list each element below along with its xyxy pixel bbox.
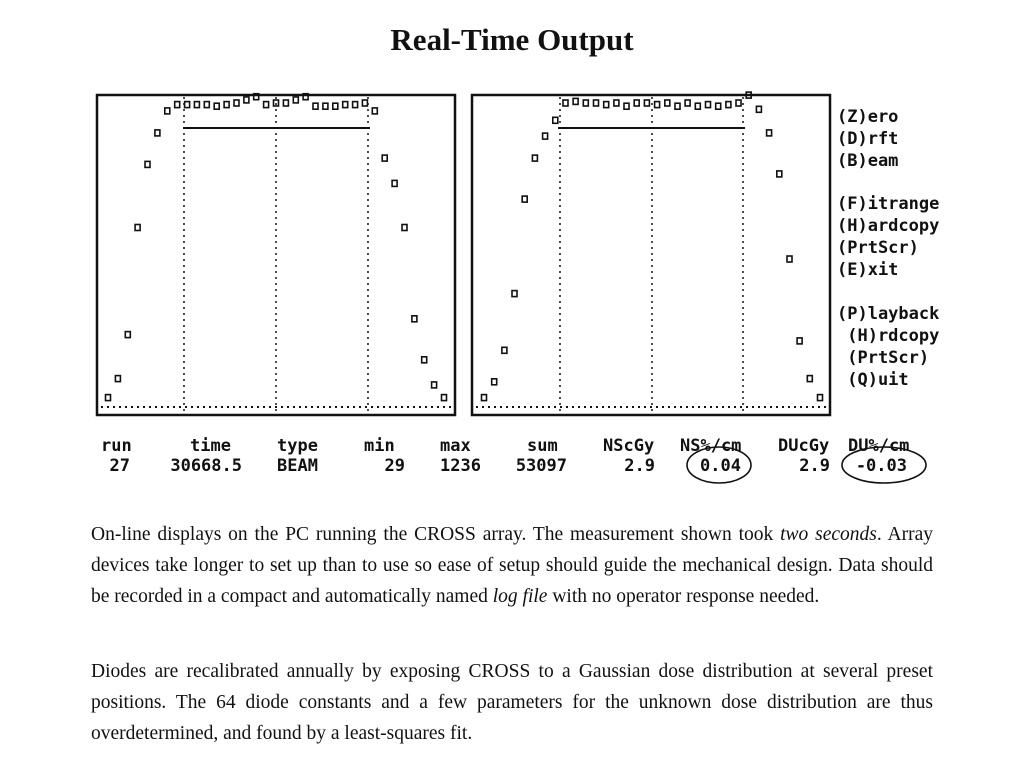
- left-point: [333, 103, 338, 109]
- menu-playback-hardcopy[interactable]: (H)rdcopy: [837, 326, 940, 346]
- right-point: [553, 117, 558, 123]
- stat-header-type: type: [277, 436, 318, 456]
- left-point: [106, 395, 111, 401]
- left-point: [145, 161, 150, 167]
- menu-drift[interactable]: (D)rft: [837, 129, 899, 149]
- right-point: [726, 102, 731, 108]
- stat-header-ducgy: DUcGy: [778, 436, 830, 456]
- command-menu: [837, 107, 939, 390]
- right-point: [614, 100, 619, 106]
- stat-header-min: min: [364, 436, 395, 456]
- right-profile-plot: [472, 92, 830, 415]
- paragraph1-text-3: with no operator response needed.: [547, 586, 820, 607]
- right-point: [522, 196, 527, 202]
- right-point: [706, 102, 711, 108]
- left-point: [382, 155, 387, 161]
- right-point: [624, 103, 629, 109]
- left-profile-plot: [97, 94, 455, 415]
- left-point: [323, 103, 328, 109]
- menu-quit[interactable]: (Q)uit: [837, 370, 909, 390]
- stat-value-sum: 53097: [515, 456, 567, 476]
- menu-playback-prtscr[interactable]: (PrtScr): [837, 348, 930, 368]
- left-point: [175, 102, 180, 108]
- right-point: [675, 103, 680, 109]
- right-point: [532, 155, 537, 161]
- stat-header-run: run: [101, 436, 132, 456]
- stat-header-max: max: [440, 436, 471, 456]
- right-point: [563, 100, 568, 106]
- stat-value-max: 1236: [440, 456, 481, 476]
- left-point: [135, 225, 140, 231]
- left-point: [165, 108, 170, 114]
- stat-value-min: 29: [384, 456, 405, 476]
- left-point: [185, 102, 190, 108]
- stat-header-sum: sum: [527, 436, 558, 456]
- right-point: [787, 256, 792, 262]
- stat-header-ns-pct-cm: NS%/cm: [680, 436, 742, 456]
- left-point: [125, 332, 130, 338]
- right-point: [777, 171, 782, 177]
- left-point: [432, 382, 437, 388]
- stat-header-time: time: [190, 436, 231, 456]
- right-point: [543, 133, 548, 139]
- left-point: [402, 225, 407, 231]
- paragraph1-emphasis-1: two seconds: [780, 524, 877, 545]
- right-point: [756, 106, 761, 112]
- right-point: [685, 100, 690, 106]
- right-point: [767, 130, 772, 136]
- stats-table: [101, 436, 926, 483]
- calibration-paragraph: Diodes are recalibrated annually by exposing CROSS to a Gaussian dose distribution at several preset positions. The 64 diode constants and a few parameters for the unknown dose distribution are thus overdetermined, and found by a least-squares fit.: [91, 661, 933, 744]
- menu-hardcopy[interactable]: (H)ardcopy: [837, 216, 940, 236]
- left-point: [224, 102, 229, 108]
- stat-value-ns-pct-cm: 0.04: [700, 456, 741, 476]
- left-point: [392, 180, 397, 186]
- stat-value-time: 30668.5: [170, 456, 242, 476]
- right-point: [594, 100, 599, 106]
- left-point: [204, 102, 209, 108]
- right-point: [818, 395, 823, 401]
- right-plot-frame: [472, 95, 830, 415]
- stat-value-ducgy: 2.9: [799, 456, 830, 476]
- right-point: [665, 100, 670, 106]
- right-point: [512, 291, 517, 297]
- paragraph1-text-1: On-line displays on the PC running the CROSS array. The measurement shown took: [91, 524, 781, 545]
- stat-value-type: BEAM: [277, 456, 318, 476]
- right-point: [502, 347, 507, 353]
- left-point: [244, 97, 249, 103]
- right-point: [583, 100, 588, 106]
- right-point: [634, 100, 639, 106]
- description-paragraph: [91, 519, 933, 612]
- left-point: [313, 103, 318, 109]
- right-point: [644, 100, 649, 106]
- left-point: [343, 102, 348, 108]
- right-point: [482, 395, 487, 401]
- right-point: [736, 100, 741, 106]
- stat-value-run: 27: [109, 456, 130, 476]
- left-point: [293, 97, 298, 103]
- paragraph1-text-2: . Array devices take longer to set up than to use so ease of setup should guide the mechanical design. Data should be recorded in a compact and automatically named: [91, 524, 933, 607]
- right-point: [604, 102, 609, 108]
- right-data-points: [482, 92, 823, 401]
- menu-beam[interactable]: (B)eam: [837, 151, 899, 171]
- left-point: [362, 100, 367, 106]
- right-point: [716, 103, 721, 109]
- left-point: [412, 316, 417, 322]
- left-point: [283, 100, 288, 106]
- left-point: [214, 103, 219, 109]
- left-point: [234, 100, 239, 106]
- right-point: [797, 338, 802, 344]
- menu-exit[interactable]: (E)xit: [837, 260, 899, 280]
- left-point: [372, 108, 377, 114]
- left-point: [155, 130, 160, 136]
- left-point: [115, 376, 120, 382]
- left-point: [422, 357, 427, 363]
- menu-playback[interactable]: (P)layback: [837, 304, 940, 324]
- stat-header-nscgy: NScGy: [603, 436, 655, 456]
- menu-prtscr[interactable]: (PrtScr): [837, 238, 919, 258]
- right-point: [695, 103, 700, 109]
- menu-zero[interactable]: (Z)ero: [837, 107, 899, 127]
- page-title: Real-Time Output: [390, 22, 634, 57]
- left-point: [353, 102, 358, 108]
- right-point: [492, 379, 497, 385]
- menu-fitrange[interactable]: (F)itrange: [837, 194, 940, 214]
- left-point: [442, 395, 447, 401]
- left-point: [194, 102, 199, 108]
- stat-value-du-pct-cm: -0.03: [855, 456, 907, 476]
- right-point: [655, 102, 660, 108]
- right-point: [807, 376, 812, 382]
- paragraph1-emphasis-2: log file: [492, 586, 548, 607]
- left-point: [264, 102, 269, 108]
- stat-header-du-pct-cm: DU%/cm: [848, 436, 910, 456]
- stat-value-nscgy: 2.9: [624, 456, 655, 476]
- right-point: [573, 98, 578, 104]
